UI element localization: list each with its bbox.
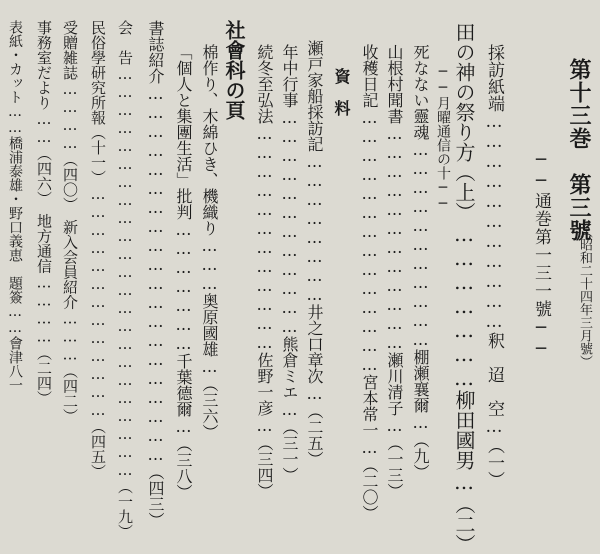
toc-entry: 採訪紙端……………………………釈 迢 空…（一） — [484, 44, 504, 488]
toc-entry: 山根村聞書………………………………瀬川清子…（一三） — [385, 44, 404, 499]
toc-entry: 書誌紹介……………………………………………………（四三） — [146, 20, 165, 528]
toc-entry: 棉作り、木綿ひき、機織り………奥原國雄…（三六） — [200, 44, 219, 440]
toc-entry: 続冬至弘法………………………………佐野一彦…（三四） — [255, 44, 274, 499]
section-heading-materials: 資 料 — [332, 68, 351, 116]
serial-number: ──通巻第一三一號── — [531, 150, 551, 360]
toc-subtitle: ──月曜通信の十── — [435, 64, 451, 212]
issue-note: （昭和二十四年三月號） — [577, 225, 592, 368]
toc-entry: 死なない靈魂……………………………棚瀬襄爾…（九） — [411, 44, 430, 480]
toc-entry: 收穫日記……………………………………宮本常一…（二〇） — [360, 44, 379, 521]
toc-entry: 事務室だより……（四六） 地方通信…………（二四） — [35, 20, 53, 406]
toc-entry: 年中行事………………………………熊倉ミエ…（三一） — [280, 44, 299, 483]
toc-entry: 受贈雑誌…………（四〇） 新入会員紹介………（四二） — [61, 20, 79, 424]
toc-entry: 瀬戸家船採訪記……………………井之口章次…（二五） — [305, 40, 324, 467]
toc-entry: 表紙・カット……橋浦泰雄・野口義恵 題簽……會津八一 — [7, 20, 23, 392]
volume-title: 第十三巻 第三號 — [566, 58, 592, 242]
toc-entry: 民俗學研究所報（十一）…………………………………（四五） — [89, 20, 107, 479]
toc-entry: 「個人と集團生活」批判…………………千葉德爾…（三八） — [174, 44, 193, 500]
toc-entry: 田の神の祭り方（上）…………………柳田國男…（二） — [452, 22, 476, 554]
toc-entry: 会 告……………………………………………………………（一九） — [116, 20, 134, 539]
section-heading-social-studies: 社會科の頁 — [222, 20, 246, 120]
